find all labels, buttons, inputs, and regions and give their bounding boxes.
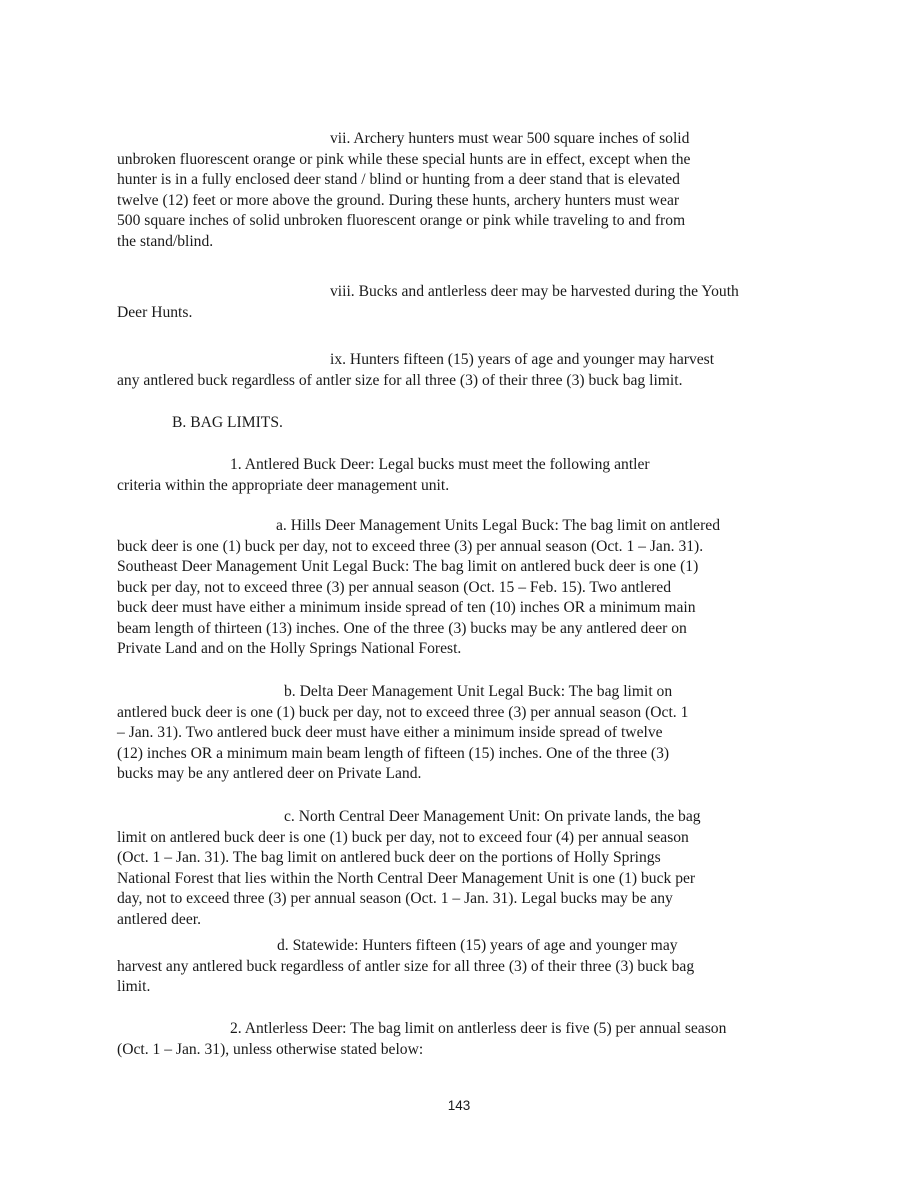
text-line: antlered buck deer is one (1) buck per day, not to exceed three (3) per annual season (Oct. 1 — [117, 703, 689, 721]
section-heading-bag-limits — [117, 413, 817, 434]
text-line: harvest any antlered buck regardless of antler size for all three (3) of their three (3) buck bag — [117, 957, 695, 975]
text-line: day, not to exceed three (3) per annual season (Oct. 1 – Jan. 31). Legal bucks may be any — [117, 890, 673, 907]
text-line: twelve (12) feet or more above the ground. During these hunts, archery hunters must wear — [117, 191, 680, 209]
text-line: ix. Hunters fifteen (15) years of age and younger may harvest — [330, 351, 715, 368]
paragraph-1c — [117, 807, 817, 930]
text-line: 2. Antlerless Deer: The bag limit on antlerless deer is five (5) per annual season — [230, 1020, 727, 1037]
text-line: Private Land and on the Holly Springs National Forest. — [117, 640, 462, 657]
paragraph-1b — [117, 682, 817, 785]
paragraph-1d — [117, 936, 817, 998]
text-line: antlered deer. — [117, 910, 201, 928]
text-line: criteria within the appropriate deer management unit. — [117, 476, 450, 494]
text-line: (Oct. 1 – Jan. 31), unless otherwise stated below: — [117, 1040, 424, 1058]
text-line: – Jan. 31). Two antlered buck deer must have either a minimum inside spread of twelve — [117, 724, 663, 741]
text-line: 1. Antlered Buck Deer: Legal bucks must meet the following antler — [230, 456, 650, 473]
text-line: buck deer is one (1) buck per day, not to exceed three (3) per annual season (Oct. 1 – Jan. 31). — [117, 537, 704, 555]
paragraph-viii — [117, 282, 817, 323]
text-line: vii. Archery hunters must wear 500 square inches of solid — [330, 130, 690, 147]
text-line: (12) inches OR a minimum main beam length of fifteen (15) inches. One of the three (3) — [117, 744, 670, 762]
text-line: beam length of thirteen (13) inches. One of the three (3) bucks may be any antlered deer on — [117, 619, 687, 637]
text-line: c. North Central Deer Management Unit: On private lands, the bag — [284, 808, 701, 825]
paragraph-2 — [117, 1019, 817, 1060]
text-line: viii. Bucks and antlerless deer may be harvested during the Youth — [330, 283, 739, 300]
text-line: limit on antlered buck deer is one (1) buck per day, not to exceed four (4) per annual season — [117, 828, 689, 846]
text-line: the stand/blind. — [117, 232, 214, 250]
text-line: a. Hills Deer Management Units Legal Buck: The bag limit on antlered — [276, 517, 721, 534]
page-number: 143 — [447, 1098, 471, 1113]
text-line: 500 square inches of solid unbroken fluorescent orange or pink while traveling to and from — [117, 212, 686, 229]
paragraph-ix — [117, 350, 817, 391]
text-line: Southeast Deer Management Unit Legal Buck: The bag limit on antlered buck deer is one (1) — [117, 558, 699, 575]
text-line: unbroken fluorescent orange or pink while these special hunts are in effect, except when the — [117, 150, 691, 168]
text-line: limit. — [117, 978, 151, 995]
text-line: b. Delta Deer Management Unit Legal Buck: The bag limit on — [284, 683, 673, 700]
text-line: buck per day, not to exceed three (3) per annual season (Oct. 15 – Feb. 15). Two antlered — [117, 578, 672, 596]
text-line: d. Statewide: Hunters fifteen (15) years of age and younger may — [277, 937, 678, 954]
text-line: Deer Hunts. — [117, 303, 193, 321]
text-line: buck deer must have either a minimum inside spread of ten (10) inches OR a minimum main — [117, 599, 696, 616]
paragraph-1 — [117, 455, 817, 496]
text-line: (Oct. 1 – Jan. 31). The bag limit on antlered buck deer on the portions of Holly Springs — [117, 849, 661, 866]
paragraph-1a — [117, 516, 817, 660]
text-line: bucks may be any antlered deer on Private Land. — [117, 765, 422, 782]
text-line: National Forest that lies within the North Central Deer Management Unit is one (1) buck per — [117, 869, 696, 887]
text-line: hunter is in a fully enclosed deer stand / blind or hunting from a deer stand that is elevated — [117, 171, 680, 188]
paragraph-vii — [117, 129, 817, 252]
text-line: any antlered buck regardless of antler size for all three (3) of their three (3) buck bag limit. — [117, 371, 683, 389]
heading-text: B. BAG LIMITS. — [172, 414, 283, 431]
